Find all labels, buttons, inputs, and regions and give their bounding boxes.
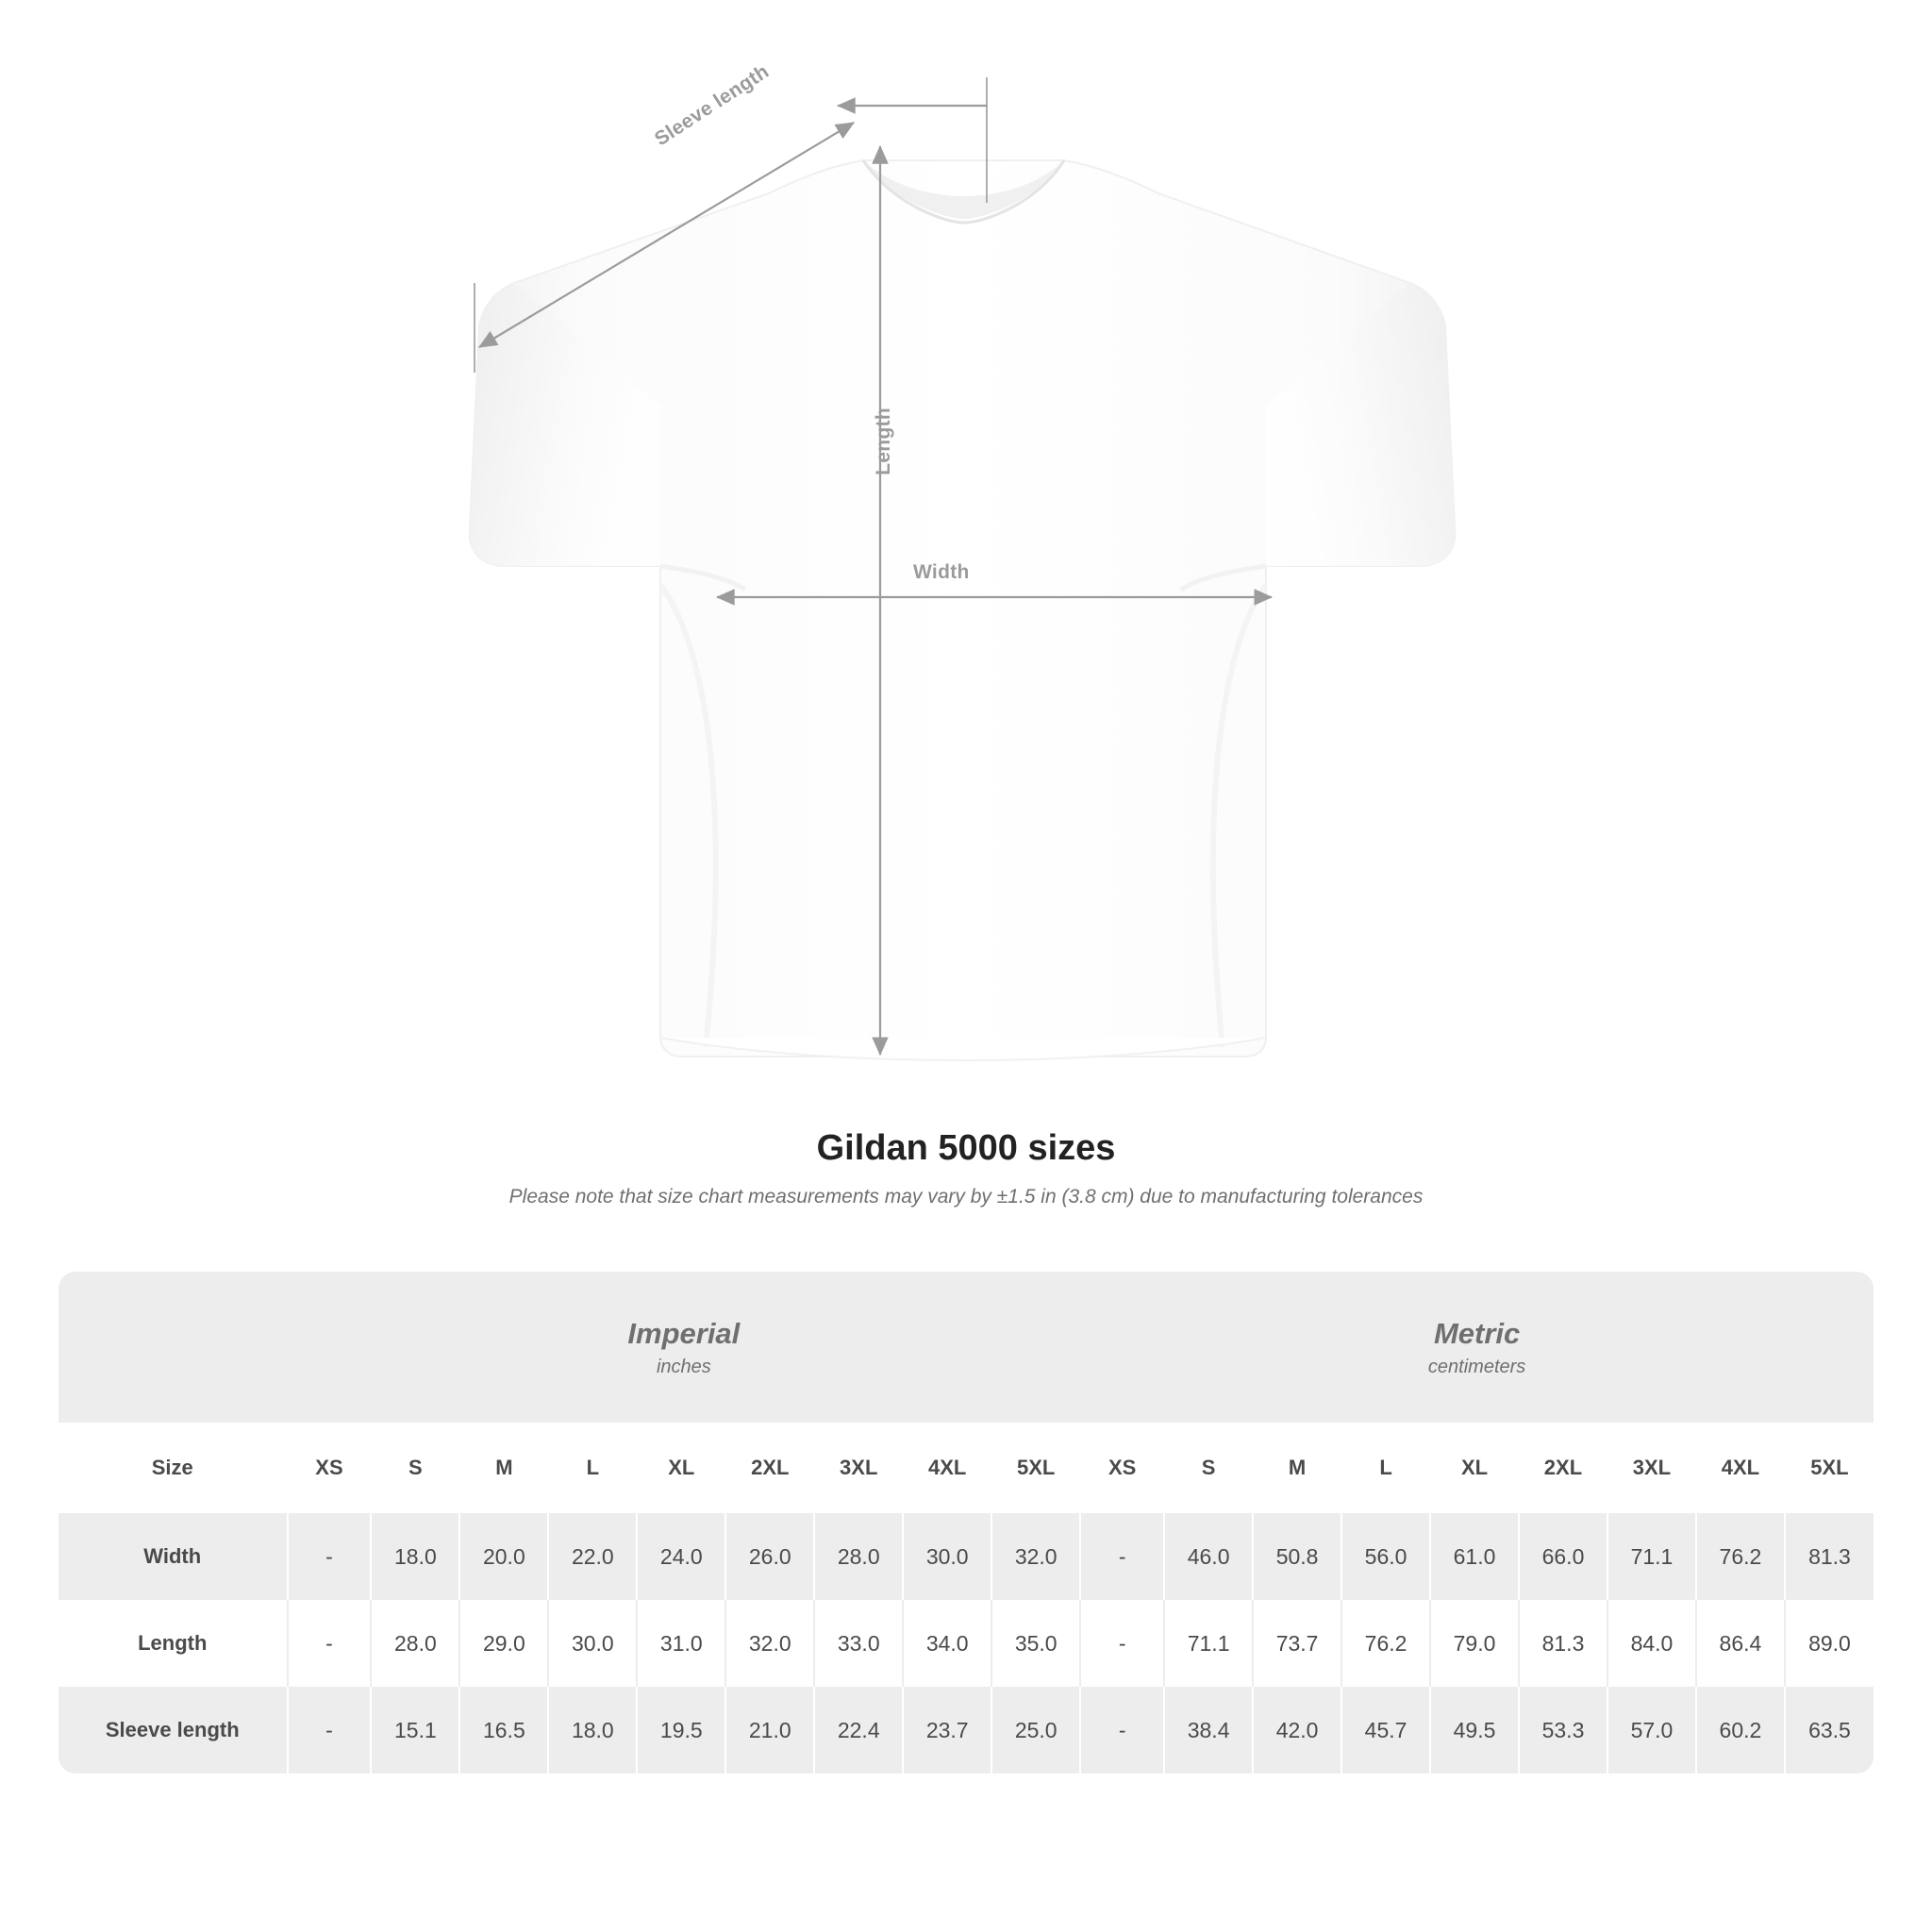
unit-header-metric [1080, 1272, 1874, 1423]
unit-header-row [58, 1272, 1874, 1423]
cell-length-imperial-xs: - [288, 1600, 372, 1687]
cell-width-metric-xs: - [1080, 1513, 1164, 1600]
row-label-width: Width [58, 1513, 288, 1600]
unit-header-spacer [58, 1272, 288, 1423]
cell-width-metric-m: 50.8 [1253, 1513, 1341, 1600]
cell-sleeve-imperial-m: 16.5 [459, 1687, 548, 1774]
size-header-imperial-5xl: 5XL [991, 1423, 1080, 1513]
size-header-metric-3xl: 3XL [1607, 1423, 1696, 1513]
cell-sleeve-metric-5xl: 63.5 [1785, 1687, 1874, 1774]
cell-length-metric-xs: - [1080, 1600, 1164, 1687]
width-label: Width [913, 561, 970, 583]
cell-sleeve-metric-m: 42.0 [1253, 1687, 1341, 1774]
cell-length-imperial-m: 29.0 [459, 1600, 548, 1687]
length-label: Length [873, 408, 894, 475]
cell-width-imperial-4xl: 30.0 [903, 1513, 991, 1600]
cell-length-metric-s: 71.1 [1164, 1600, 1253, 1687]
cell-length-metric-xl: 79.0 [1430, 1600, 1519, 1687]
sleeve-length-label: Sleeve length [651, 60, 774, 151]
unit-sub-imperial: inches [656, 1357, 711, 1378]
size-header-metric-xl: XL [1430, 1423, 1519, 1513]
cell-sleeve-metric-2xl: 53.3 [1519, 1687, 1607, 1774]
cell-width-metric-3xl: 71.1 [1607, 1513, 1696, 1600]
cell-length-imperial-5xl: 35.0 [991, 1600, 1080, 1687]
cell-sleeve-metric-s: 38.4 [1164, 1687, 1253, 1774]
size-header-label: Size [58, 1423, 288, 1513]
cell-sleeve-imperial-4xl: 23.7 [903, 1687, 991, 1774]
size-header-metric-l: L [1341, 1423, 1430, 1513]
cell-sleeve-imperial-xl: 19.5 [637, 1687, 725, 1774]
size-header-imperial-xs: XS [288, 1423, 372, 1513]
cell-width-imperial-5xl: 32.0 [991, 1513, 1080, 1600]
cell-width-imperial-s: 18.0 [371, 1513, 459, 1600]
size-header-metric-s: S [1164, 1423, 1253, 1513]
cell-sleeve-imperial-xs: - [288, 1687, 372, 1774]
cell-width-metric-5xl: 81.3 [1785, 1513, 1874, 1600]
cell-length-metric-4xl: 86.4 [1696, 1600, 1785, 1687]
cell-width-imperial-m: 20.0 [459, 1513, 548, 1600]
unit-header-imperial [288, 1272, 1081, 1423]
page-title: Gildan 5000 sizes [816, 1128, 1116, 1168]
table-row [58, 1513, 1874, 1600]
table-row [58, 1687, 1874, 1774]
cell-width-metric-s: 46.0 [1164, 1513, 1253, 1600]
cell-width-metric-4xl: 76.2 [1696, 1513, 1785, 1600]
cell-width-imperial-2xl: 26.0 [725, 1513, 814, 1600]
cell-sleeve-imperial-s: 15.1 [371, 1687, 459, 1774]
row-label-sleeve-length: Sleeve length [58, 1687, 288, 1774]
cell-length-imperial-l: 30.0 [548, 1600, 637, 1687]
cell-width-imperial-xl: 24.0 [637, 1513, 725, 1600]
cell-sleeve-metric-4xl: 60.2 [1696, 1687, 1785, 1774]
tshirt-shape [470, 160, 1456, 1060]
size-header-imperial-4xl: 4XL [903, 1423, 991, 1513]
cell-length-imperial-xl: 31.0 [637, 1600, 725, 1687]
cell-sleeve-imperial-l: 18.0 [548, 1687, 637, 1774]
size-header-imperial-2xl: 2XL [725, 1423, 814, 1513]
cell-length-imperial-s: 28.0 [371, 1600, 459, 1687]
size-header-imperial-m: M [459, 1423, 548, 1513]
size-header-row [58, 1423, 1874, 1513]
row-label-length: Length [58, 1600, 288, 1687]
cell-sleeve-imperial-2xl: 21.0 [725, 1687, 814, 1774]
size-header-imperial-3xl: 3XL [814, 1423, 903, 1513]
cell-length-imperial-2xl: 32.0 [725, 1600, 814, 1687]
cell-sleeve-metric-3xl: 57.0 [1607, 1687, 1696, 1774]
title-block [0, 1128, 1932, 1208]
size-header-imperial-l: L [548, 1423, 637, 1513]
cell-sleeve-metric-xl: 49.5 [1430, 1687, 1519, 1774]
size-table [58, 1272, 1874, 1774]
cell-width-imperial-xs: - [288, 1513, 372, 1600]
cell-sleeve-metric-xs: - [1080, 1687, 1164, 1774]
size-header-metric-5xl: 5XL [1785, 1423, 1874, 1513]
cell-length-imperial-3xl: 33.0 [814, 1600, 903, 1687]
unit-name-imperial: Imperial [627, 1316, 741, 1350]
size-header-imperial-xl: XL [637, 1423, 725, 1513]
size-header-imperial-s: S [371, 1423, 459, 1513]
cell-length-imperial-4xl: 34.0 [903, 1600, 991, 1687]
cell-width-metric-xl: 61.0 [1430, 1513, 1519, 1600]
cell-length-metric-m: 73.7 [1253, 1600, 1341, 1687]
cell-width-metric-l: 56.0 [1341, 1513, 1430, 1600]
table-row [58, 1600, 1874, 1687]
cell-width-metric-2xl: 66.0 [1519, 1513, 1607, 1600]
size-header-metric-2xl: 2XL [1519, 1423, 1607, 1513]
size-header-metric-m: M [1253, 1423, 1341, 1513]
cell-sleeve-imperial-5xl: 25.0 [991, 1687, 1080, 1774]
cell-sleeve-imperial-3xl: 22.4 [814, 1687, 903, 1774]
cell-width-imperial-3xl: 28.0 [814, 1513, 903, 1600]
size-table-container [58, 1272, 1874, 1774]
cell-length-metric-3xl: 84.0 [1607, 1600, 1696, 1687]
size-header-metric-xs: XS [1080, 1423, 1164, 1513]
unit-sub-metric: centimeters [1427, 1357, 1526, 1378]
cell-width-imperial-l: 22.0 [548, 1513, 637, 1600]
size-header-metric-4xl: 4XL [1696, 1423, 1785, 1513]
unit-name-metric: Metric [1433, 1316, 1521, 1350]
cell-length-metric-5xl: 89.0 [1785, 1600, 1874, 1687]
cell-sleeve-metric-l: 45.7 [1341, 1687, 1430, 1774]
cell-length-metric-2xl: 81.3 [1519, 1600, 1607, 1687]
tolerance-note: Please note that size chart measurements may vary by ±1.5 in (3.8 cm) due to manufacturing tolerances [508, 1186, 1424, 1208]
cell-length-metric-l: 76.2 [1341, 1600, 1430, 1687]
